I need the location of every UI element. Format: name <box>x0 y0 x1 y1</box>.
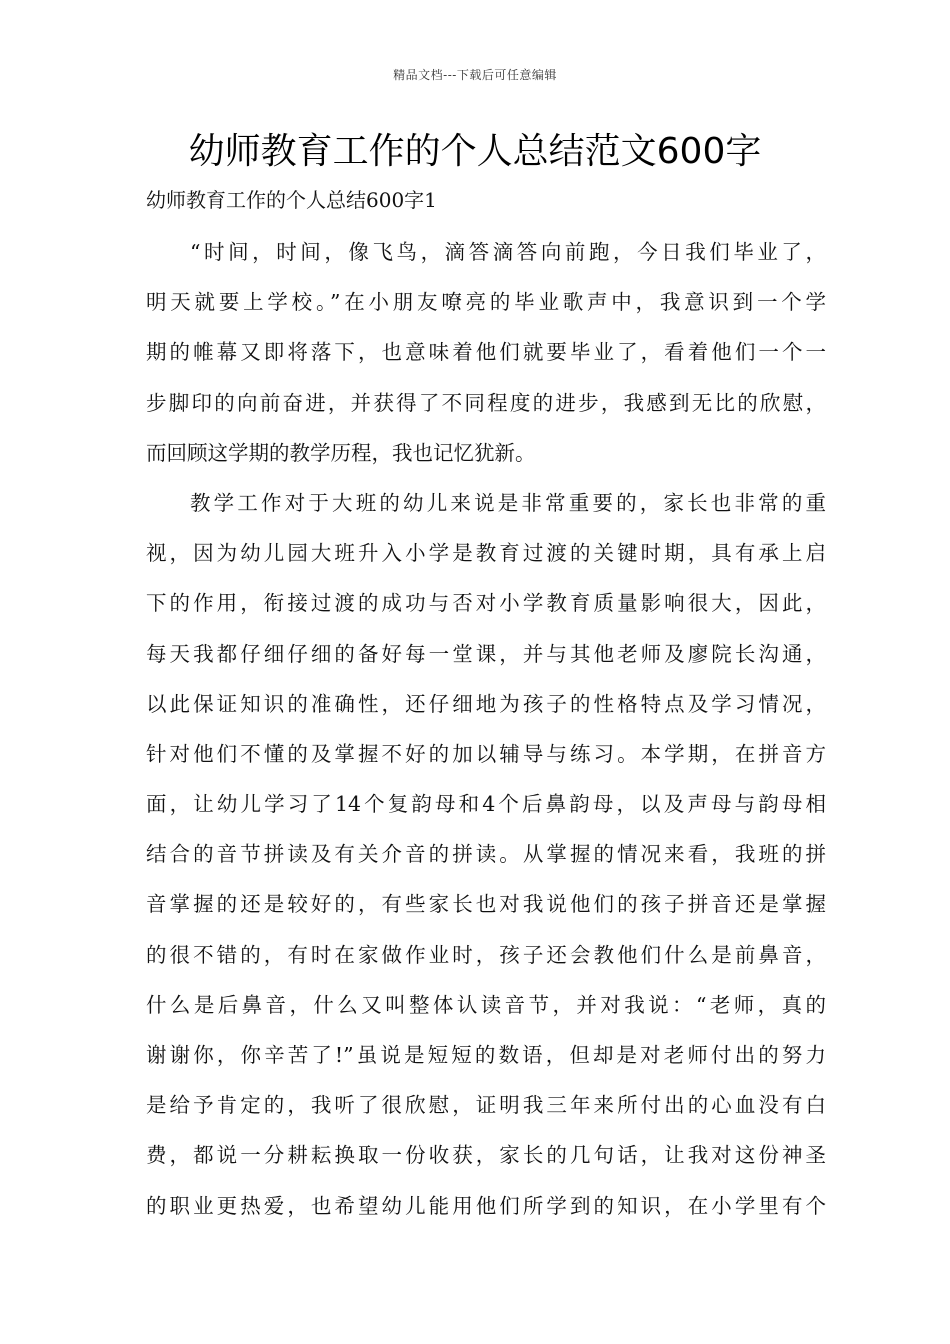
paragraph-line: 费，都说一分耕耘换取一份收获，家长的几句话，让我对这份神圣 <box>146 1143 826 1168</box>
paragraph-line: 是给予肯定的，我听了很欣慰，证明我三年来所付出的心血没有白 <box>146 1093 826 1118</box>
paragraph-line: 音掌握的还是较好的，有些家长也对我说他们的孩子拼音还是掌握 <box>146 892 826 917</box>
paragraph-line: 针对他们不懂的及掌握不好的加以辅导与练习。本学期，在拼音方 <box>146 741 826 766</box>
paragraph-line: 的很不错的，有时在家做作业时，孩子还会教他们什么是前鼻音， <box>146 942 826 967</box>
paragraph-line: “时间，时间，像飞鸟，滴答滴答向前跑，今日我们毕业了， <box>190 240 826 264</box>
paragraph-line: 什么是后鼻音，什么又叫整体认读音节，并对我说：“老师，真的 <box>146 992 826 1017</box>
paragraph-line: 的职业更热爱，也希望幼儿能用他们所学到的知识，在小学里有个 <box>146 1193 826 1218</box>
paragraph-line: 面，让幼儿学习了14个复韵母和4个后鼻韵母，以及声母与韵母相 <box>146 792 826 817</box>
paragraph-line: 期的帷幕又即将落下，也意味着他们就要毕业了，看着他们一个一 <box>146 340 826 365</box>
paragraph-line: 结合的音节拼读及有关介音的拼读。从掌握的情况来看，我班的拼 <box>146 842 826 867</box>
paragraph-line: 明天就要上学校。”在小朋友嘹亮的毕业歌声中，我意识到一个学 <box>146 290 826 315</box>
paragraph-line: 以此保证知识的准确性，还仔细地为孩子的性格特点及学习情况， <box>146 691 826 716</box>
paragraph-line: 每天我都仔细仔细的备好每一堂课，并与其他老师及廖院长沟通， <box>146 641 826 666</box>
paragraph-line: 视，因为幼儿园大班升入小学是教育过渡的关键时期，具有承上启 <box>146 541 826 566</box>
document-title: 幼师教育工作的个人总结范文600字 <box>188 131 762 172</box>
paragraph-line: 而回顾这学期的教学历程，我也记忆犹新。 <box>146 440 536 465</box>
paragraph-line: 谢谢你，你辛苦了!”虽说是短短的数语，但却是对老师付出的努力 <box>146 1043 826 1067</box>
paragraph-line: 步脚印的向前奋进，并获得了不同程度的进步，我感到无比的欣慰， <box>146 390 826 415</box>
body-text <box>146 232 826 1236</box>
paragraph-line: 教学工作对于大班的幼儿来说是非常重要的，家长也非常的重 <box>190 490 826 515</box>
section-heading: 幼师教育工作的个人总结600字1 <box>146 188 437 212</box>
header-note: 精品文档---下载后可任意编辑 <box>393 68 557 82</box>
paragraph-line: 下的作用，衔接过渡的成功与否对小学教育质量影响很大，因此， <box>146 591 826 616</box>
